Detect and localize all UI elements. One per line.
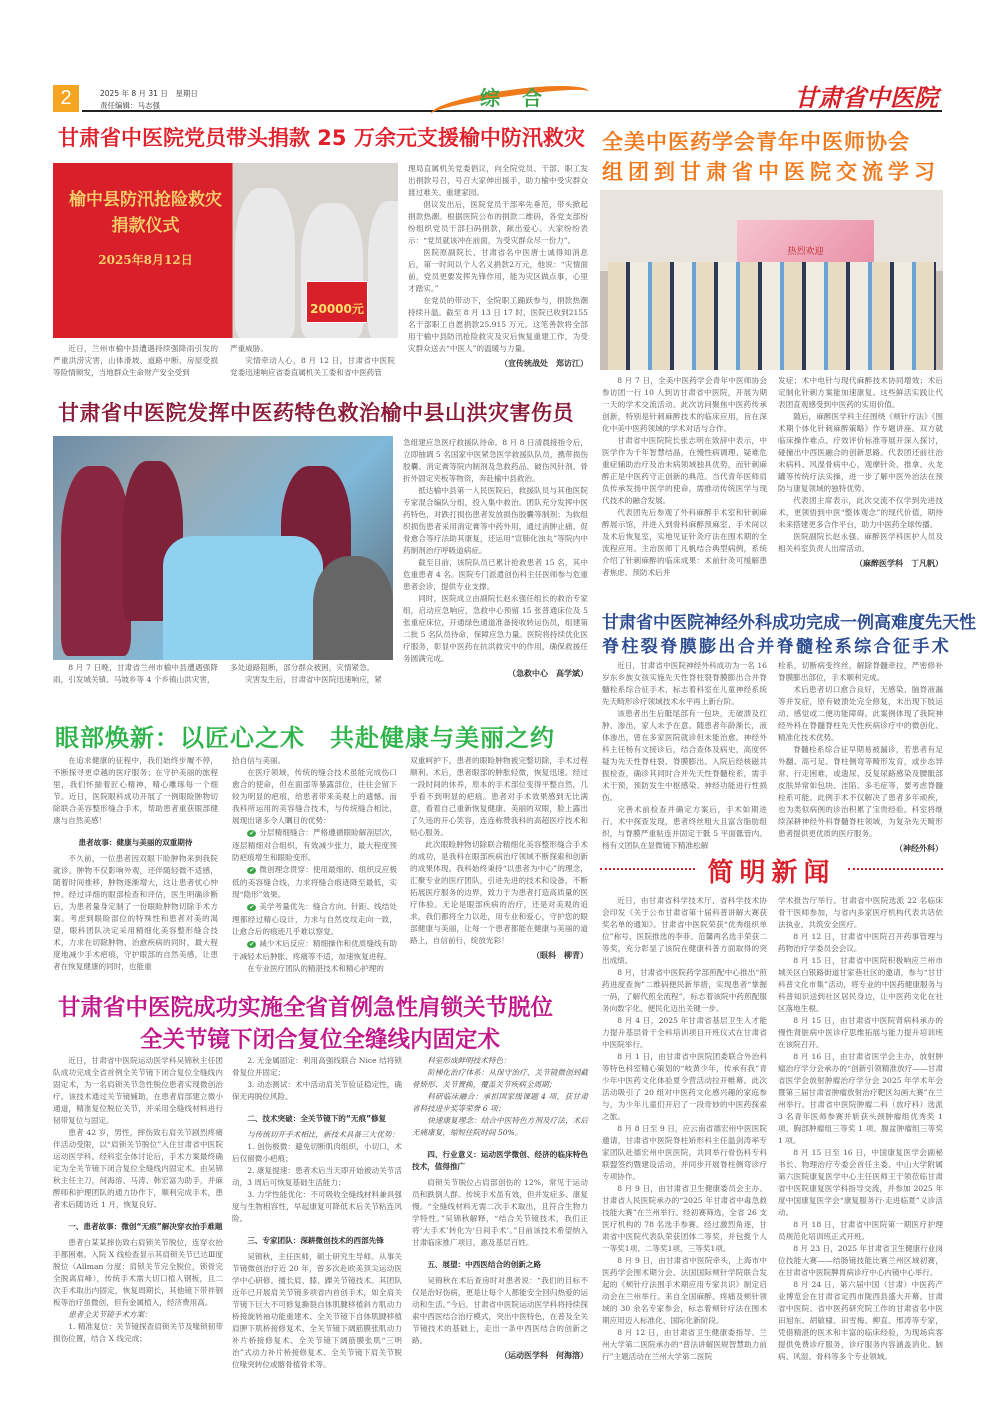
person-figure <box>368 201 398 338</box>
shoulder-headline-line2: 全关节镜下闭合复位全缝线内固定术 <box>140 1027 501 1053</box>
paragraph: 脊髓栓系综合征早期易被漏诊，若患者有足外翻、高弓足、脊柱侧弯等畸形发育，或步态异常、行走困难，或遗尿、反复尿路感染及腰骶部皮肤异常如包块、洼陷、多毛症等，要考虑脊髓栓系可能。此例手术不仅解决了患者多年顽疾，也为类似病例的诊治积累了宝贵经验。科室将继续深耕神经外科脊髓脊柱领域，为复杂先天畸形患者提供更优质的医疗服务。 <box>778 745 943 838</box>
paragraph: 科室形成鲜明技术特色： <box>427 1056 511 1065</box>
byline: （眼科 柳青） <box>532 951 588 960</box>
paragraph: 甘肃省中医院院长张志明在致辞中表示，中医学作为千年智慧结晶，在慢性病调理、疑难危重症辅助治疗及治未病领域独具优势，而针刺麻醉正是中医药守正创新的典范。当代青年医师肩负传承发扬中医学的使命，需推动传统医学与现代技术的融合发展。 <box>602 436 767 505</box>
paragraph: 在追求健康的征程中，我们始终步履不停，不断探寻更卓越的医疗服务；在守护美丽的旅程里，我们怀揣着匠心精神，精心雕琢每一个细节。近日，医院眼科成功开展了一例眼睑肿物切除联合美容整形缝合手术，帮助患者重获眼部健康与自然美感！ <box>53 756 218 825</box>
rescue-caption-2 <box>230 662 395 686</box>
paragraph: 8 月 7 日晚，甘肃省兰州市榆中县遭遇强降雨，引发城关镇、马坡乡等 4 个乡镇山洪灾害， <box>53 663 218 684</box>
brief-item: 8 月 24 日，第六届中国（甘肃）中医药产业博览会在甘肃省定西市陇西县盛大开幕。甘肃省中医院、省中医药研究院工作的甘肃省名中医田旭东、胡敏棣、田雪梅、柳直、邢涛等专家，凭借精湛的医术和丰富的临床经验，为现场宾客提供免费诊疗服务，诊疗服务内容涵盖消化、脑病、风湿、骨科等多个专业领域。 <box>778 1280 943 1361</box>
feature-item: 快速康复理念：结合中医特色方剂及疗法，术后无痛康复，缩短住院时间 50%。 <box>412 1116 588 1137</box>
check-item: ✔ 减少术后反应：精细操作和优质缝线有助于减轻术后肿胀、疼痛等不适，加速恢复进程。 <box>232 938 397 963</box>
exchange-group-photo <box>600 190 943 370</box>
section-heading: 五、展望：中西医结合的创新之路 <box>427 1260 542 1269</box>
check-item: ✔ 微创理念贯穿：使用最细的、组织反应极低的美容缝合线，力求将缝合痕迹降至最低，实现“隐形”效果。 <box>232 864 397 901</box>
shoulder-headline-line1: 甘肃省中医院成功实施全省首例急性肩锁关节脱位 <box>58 995 554 1021</box>
section-heading: 四、行业意义：运动医学微创、经济的临床特色技术，值得推广 <box>412 1150 588 1171</box>
donation-board: 20000元 <box>306 281 368 323</box>
exchange-col-1 <box>602 375 767 579</box>
wave-ornament-right <box>848 868 943 874</box>
donation-photo <box>53 163 398 338</box>
exchange-headline-line1: 全美中医药学会青年中医师协会 <box>602 130 910 154</box>
eye-headline: 眼部焕新：以匠心之术 共赴健康与美丽之约 <box>55 724 555 752</box>
paragraph: 灾害发生后，甘肃省中医院迅速响应，紧 <box>245 675 382 684</box>
rescue-caption-1 <box>53 662 218 686</box>
plan-label: 患者全关节镜手术方案： <box>68 1310 152 1319</box>
neuro-col-1 <box>602 660 767 852</box>
section-heading: 三、专家团队：深耕微创技术的西部先锋 <box>247 1236 384 1245</box>
eye-col-3 <box>410 755 588 961</box>
welcome-screen-text: 热烈欢迎 <box>787 247 824 257</box>
brief-item: 8 月 15 日，甘肃省中医院积极响应兰州市城关区白银路街道甘家巷社区的邀请，参与“甘甘科普文化市集”活动，将专业的中医药健康服务与科普知识送到社区居民身边，让中医药文化在社区落地生根。 <box>778 956 943 1013</box>
advantage-item: 2. 康复提速：患者术后当天即开始被动关节活动，3 周后可恢复基础生活能力； <box>232 1166 402 1187</box>
paragraph: 术后患者切口愈合良好，无感染、脑脊液漏等并发症，原有破溃处完全修复，未出现下肢运动、感觉或二便功能障碍。此案例体现了我院神经外科在脊髓脊柱先天性疾病诊疗中的微创化、精准化技术优势。 <box>778 685 943 742</box>
donation-col-3 <box>408 163 588 369</box>
feature-item: 阶梯化治疗体系：从保守治疗、关节镜微创到截骨矫形、关节置换，覆盖关节疾病全周期； <box>412 1068 588 1089</box>
observer-head <box>313 556 393 660</box>
rescue-photo <box>53 436 393 660</box>
paragraph: 在党员的带动下，全院职工踊跃参与，捐款热潮持续升温。截至 8 月 13 日 17 时，医院已收到2155 名干部职工自愿捐款25.915 万元。这笔善款将全部用于榆中县防汛抢险救灾及灾后恢复重建工作，为受灾群众送去“中医人”的温暖与力量。 <box>408 296 588 353</box>
paragraph: 理局直属机关党委倡议，向全院党员、干部、职工发出捐款号召，号召大家伸出援手，助力榆中受灾群众渡过难关、重建家园。 <box>408 164 588 197</box>
plan-item: 3. 动态测试：术中活动肩关节验证稳定性，确保无再脱位风险。 <box>232 1080 402 1101</box>
donation-col-2 <box>230 343 395 379</box>
paragraph: 8 月 7 日，全美中医药学会青年中医师协会参访团一行 10 人到访甘肃省中医院，开展为期一天的学术交流活动。此次访问聚焦中医药传承创新，特别是针刺麻醉技术的临床应用，旨在深化中美中医药领域的学术对话与合作。 <box>602 376 767 433</box>
paragraph: 灾情牵动人心，8 月 12 日，甘肃省中医院党委迅速响应省委直属机关工委和省中医药管 <box>230 356 395 377</box>
person-figure <box>235 188 295 338</box>
brief-item: 8 月 8 日至 9 日，应云南省德宏州中医医院邀请，甘肃省中医院脊柱矫形科主任温剑涛率专家团队赴德宏州中医医院，共同举行骨伤科专科联盟签约暨建设活动，并同步开展脊柱侧弯诊疗专项协作。 <box>602 1124 767 1181</box>
brief-item: 8 月，甘肃省中医院药学部煎配中心推出“煎药进度查询”二维码便民新举措，实现患者“掌握一码，了解代煎全流程”，标志着该院中药煎配服务向数字化、便民化迈出关键一步。 <box>602 968 767 1013</box>
byline: （神经外科） <box>895 844 943 853</box>
rescuer-figure <box>61 466 131 656</box>
brief-item: 8 月 12 日，由甘肃省卫生健康委指导、兰州大学第二医院承办的“普法讲解医规智慧助力前行”主题活动在兰州大学第二医院 <box>602 1328 767 1361</box>
paragraph: 急组建应急医疗救援队待命。8 月 8 日清晨接指令后，立即抽调 5 名国家中医紧急医学救援队队员，携带损伤胶囊、消定膏等院内制剂及急救药品、破伤风针剂、骨折外固定夹板等物资，奔赴榆中县救治。 <box>403 438 588 483</box>
rescue-headline: 甘肃省中医院发挥中医药特色救治榆中县山洪灾害伤员 <box>58 401 574 425</box>
group-of-people <box>608 262 936 370</box>
paragraph: 完善术前检查并确定方案后，手术如期进行。术中探查发现，患者终丝粗大且富含脂肪组织，与脊膜严重粘连并固定于骶 5 平面骶管内。杨有文团队在显微镜下精准松解 <box>602 805 767 850</box>
briefs-col-2 <box>778 895 943 1363</box>
check-item: ✔ 美学考量优先：缝合方向、针距、线结处理都经过精心设计，力求与自然皮纹走向一致，让愈合后的痕迹几乎难以察觉。 <box>232 901 397 938</box>
brief-item: 学术报告厅举行。甘肃省中医院选派 22 名临床骨干医师参加，与省内多家医疗机构代表共话依法执业、共筑安全医疗。 <box>778 896 943 929</box>
shoulder-col-3 <box>412 1055 588 1361</box>
paragraph: 患者 42 岁，男性，摔伤致右肩关节剧烈疼痛伴活动受限，以“肩锁关节脱位”入住甘肃省中医院运动医学科。经科室全体讨论后，手术方案最终确定为全关节镜下闭合复位全缝线内固定术。由吴锦秋主任主刀，何海溶、马涛、韩宏富为助手，并麻醉师和护理团队的通力协作下，顺利完成手术，患者术后随访近 1 月，恢复良好。 <box>53 1128 223 1209</box>
exchange-col-2 <box>778 375 943 569</box>
paragraph: 在专业医疗团队的精湛技术和精心护理的 <box>247 964 384 973</box>
section-heading: 一、患者故事：微创“无痕”解决穿衣抬手难题 <box>68 1222 223 1231</box>
paragraph: 不久前，一位患者因双眼下睑肿物来到我院就诊。肿物不仅影响外观，还伴随轻微不适感，随着时间推移，肿物逐渐增大，这让患者忧心忡忡。经过详细的眼部检查和评估，医生明确诊断后，为患者量身定制了一份眼睑肿物切除手术方案。考虑到眼睑部位的特殊性和患者对美的渴望，眼科团队决定采用精细化美容整形缝合技术，力求在切除肿物、治愈疾病的同时，最大程度地减少手术疤痕，守护眼部的自然美感，让患者在恢复健康的同时，也能重 <box>53 854 218 971</box>
neuro-headline-line1: 甘肃省中医院神经外科成功完成一例高难度先天性 <box>602 613 976 633</box>
patient-bed <box>163 536 323 660</box>
brief-item: 近日，由甘肃省科学技术厅、省科学技术协会印发《关于公布甘肃省第十届科普讲解大赛获奖名单的通知》。甘肃省中医院荣获“优秀组织单位”称号，医院推选的李菲、范馨两名选手荣获二等奖，充分彰显了该院在健康科普方面取得的突出成绩。 <box>602 896 767 965</box>
paragraph: 双重呵护下，患者的眼睑肿物被完整切除，手术过程顺利。术后，患者眼部的肿胀轻微，恢复迅速。经过一段时间的休养，原本的手术部位变得平整自然，几乎看不到明显的疤痕。患者对手术效果感到无比满意，看着自己重新恢复健康、美丽的双眼，脸上露出了久违的开心笑容，连连称赞我科的高超医疗技术和贴心服务。 <box>410 756 588 837</box>
section-heading: 二、技术突破：全关节镜下的“无痕”修复 <box>247 1114 387 1123</box>
advantage-item: 1. 创伤极微：避免切断肌肉组织，小切口，术后仅留微小疤痕； <box>232 1142 402 1163</box>
paragraph: 该患者出生后骶尾部有一包块，无破溃及红肿、渗出，家人未予在意。随患者年龄渐长，液体渗出，曾在多家医院就诊但未能治愈。神经外科主任杨有文接诊后，结合查体及病史，高度怀疑为先天性脊柱裂、脊膜膨出。入院后经核磁共振检查，确诊其同时合并先天性脊髓栓系，需手术干预，预防发生中枢感染、神经功能进行性损伤。 <box>602 709 767 802</box>
brief-item: 8 月 1 日，由甘肃省中医院团委联合外治科等特色科室精心策划的“岐黄少年，传承有我”青少年中医药文化体验夏令营活动拉开帷幕。此次活动吸引了 20 组对中医药文化感兴趣的家庭参与，为少年儿童们开启了一段奇妙的中医药探索之旅。 <box>602 1052 767 1121</box>
section-logo <box>425 80 595 116</box>
paragraph: 发症；术中电针与现代麻醉技术协同增效；术后定制化针刺方案能加速康复。这些鲜活实践让代表团直观感受到中医药的实用价值。 <box>778 376 943 409</box>
paragraph: 代表团主席表示，此次交流不仅学到先进技术，更领悟到中医“整体观念”的现代价值，期待未来搭建更多合作平台，助力中医药全球传播。 <box>778 496 943 529</box>
brief-item: 8 月 15 日，由甘肃省中医院肾病科承办的慢性肾脏病中医诊疗思维拓展与能力提升培训班在该院召开。 <box>778 1016 943 1049</box>
brief-item: 8 月 15 日至 16 日，中国康复医学会副秘书长、物理治疗专委会首任主委、中山大学附属第六医院康复医学中心主任医师王于领莅临甘肃省中医院康复医学科指导交流，并参加 2025 年度中国康复医学会“康复服务行·走进临夏”义诊活动。 <box>778 1148 943 1217</box>
photo-banner-line1: 榆中县防汛抢险救灾 <box>69 190 222 210</box>
paragraph: 吴锦秋在术后查房时对患者说：“我们的目标不仅是治好伤病，更是让每个人都能安全回归热爱的运动和生活。”今后，甘肃省中医院运动医学科将持续探索中西医结合治疗模式，突出中医特色，在普及全关节镜技术的基础上，走出一条中西医结合的创新之路。 <box>412 1276 588 1345</box>
photo-banner-date: 2025年8月12日 <box>98 253 193 267</box>
paragraph: 截至目前，该院队员已累计抢救患者 15 名，其中危重患者 4 名。医院专门派遣创伤科主任医师参与危重患者会诊，提供专业支撑。 <box>403 558 588 591</box>
eye-col-1 <box>53 755 218 973</box>
paragraph: 与传统切开手术相比，新技术具备三大优势： <box>247 1130 400 1139</box>
paragraph: 近日，兰州市榆中县遭遇持续强降雨引发的严重洪涝灾害，山体滑坡、道路中断、房屋受损等险情频发，当地群众生命财产安全受到 <box>53 344 218 377</box>
paragraph: 抵达榆中县第一人民医院后，救援队员与其他医院专家混合编队分组，投入集中救治。团队充分发挥中医药特色，对跌打损伤患者发放损伤胶囊等制剂；为软组织损伤患者采用消定膏等中药外用，通过消肿止痛、促骨愈合等疗法助其康复，还运用“宣肺化浊丸”等院内中药制剂治疗呼吸道病症。 <box>403 486 588 555</box>
newspaper-brand: 甘肃省中医院 <box>794 83 938 112</box>
paragraph: 随后，麻醉医学科主任围绕《颊针疗法》《围术期个体化针刺麻醉策略》作专题讲座。双方就临床操作难点、疗效评价标准等展开深入探讨，碰撞出中西医融合的创新思路。代表团还前往治未病科、风湿骨病中心，观摩针灸、推拿、火龙罐等传统疗法实操，进一步了解中医外治法在预防与康复领域的独特优势。 <box>778 412 943 493</box>
feature-item: 科研临床融合：承担国家级课题 4 项，获甘肃省科技进步奖等荣誉 6 项； <box>412 1092 588 1113</box>
section-name: 综合 <box>480 86 564 110</box>
brief-item: 8 月 12 日，甘肃省中医院召开药事管理与药物治疗学委员会会议。 <box>778 932 943 953</box>
issue-date: 2025 年 8 月 31 日 星期日 <box>100 89 198 98</box>
byline: （宣传统战处 郑访江） <box>500 359 588 368</box>
byline: （运动医学科 何海溶） <box>500 1351 588 1360</box>
brief-item: 8 月 16 日，由甘肃省医学会主办，放射肿瘤治疗学分会承办的“创新引领精准放疗——甘肃省医学会放射肿瘤治疗学分会 2025 年学术年会暨第三届甘肃省肿瘤放射治疗靶区勾画大赛”在兰州举行。甘肃省中医院肿瘤二科（放疗科）选派 3 名青年医师参赛并斩获头颈肿瘤组优秀奖 1 项、胸部肿瘤组三等奖 1 项、腹盆肿瘤组三等奖 1 项。 <box>778 1052 943 1145</box>
paragraph: 此次眼睑肿物切除联合精细化美容整形缝合手术的成功，是我科在眼部疾病治疗领域不断探索和创新的成果体现。我科始终秉持“以患者为中心”的理念，汇聚专业的医疗团队，引进先进的技术和设备，不断拓展医疗服务的边界，致力于为患者打造高质量的医疗体验。无论是眼部疾病的治疗，还是对美观的追求，我们都将全力以赴，用专业和爱心，守护您的眼部健康与美丽，让每一个患者都能在健康与美丽的道路上，自信前行，绽放光彩！ <box>410 840 588 945</box>
neuro-headline-line2: 脊柱裂脊膜膨出合并脊髓栓系综合征手术 <box>602 637 952 657</box>
paragraph: 多处道路阻断，部分群众被困，灾情紧急。 <box>230 663 375 672</box>
paragraph: 严重威胁。 <box>230 344 268 353</box>
eye-subheading: 患者故事：健康与美丽的双重期待 <box>78 838 193 847</box>
paragraph: 在医疗领域，传统的缝合技术虽能完成伤口愈合的使命，但在面部等暴露部位，往往会留下较为明显的疤痕，给患者带来美观上的遗憾。而我科所运用的美容缝合技术，与传统缝合相比，展现出诸多令人瞩目的优势： <box>232 768 397 825</box>
rescue-col-3 <box>403 437 588 679</box>
paragraph: 医院原副院长、甘肃省名中医唐士诚得知消息后，第一时间以个人名义捐款2万元，他说：“灾情面前，党员更要发挥先锋作用，能为灾区做点事，心里才踏实。” <box>408 248 588 293</box>
briefs-col-1 <box>602 895 767 1363</box>
byline: （急救中心 高学斌） <box>508 669 588 678</box>
donation-headline: 甘肃省中医院党员带头捐款 25 万余元支援榆中防汛救灾 <box>58 126 585 150</box>
exchange-headline-line2: 组团到甘肃省中医院交流学习 <box>602 160 940 184</box>
brief-item: 8 月 9 日，由甘肃省中医院牵头，上海市中医药学会围术期分会、法国国际颊针学院联合发起的《颊针疗法围手术期应用专家共识》制定启动会在兰州举行。来自全国麻醉、疼痛及颊针领域的 30 余名专家参会，标志着颊针疗法在围术期应用迈入标准化、国际化新阶段。 <box>602 1256 767 1325</box>
paragraph: 倡议发出后，医院党员干部率先垂范，带头掀起捐款热潮。根据医院公布的捐款二维码，各党支部纷纷组织党员干部扫码捐款，献出爱心。大家纷纷表示：“党员就该冲在前面，为受灾群众尽一份力”。 <box>408 200 588 245</box>
brief-item: 8 月 4 日，2025 年甘肃省基层卫生人才能力提升基层骨干全科培训项目开班仪式在甘肃省中医院举行。 <box>602 1016 767 1049</box>
shoulder-col-2 <box>232 1055 402 1371</box>
paragraph: 同时，医院成立由副院长赵永强任组长的救治专家组，启动应急响应，急救中心预留 15 张普通床位及 5 张重症床位，开通绿色通道准备接收转运伤员，组建第二批 5 名队员待命，保障应急力量。医院将持续优化医疗服务，彰显中医药在抗洪救灾中的作用，确保救援任务圆满完成。 <box>403 594 588 663</box>
donation-col-1 <box>53 343 218 379</box>
brief-item: 8 月 9 日，由甘肃省卫生健康委员会主办、甘肃省人民医院承办的“2025 年甘肃省中毒急救技能大赛”在兰州举行。经初赛筛选，全省 26 支医疗机构的 78 名选手参赛。经过激烈角逐，甘肃省中医院代表队荣获团体二等奖，并包揽个人一等奖1项、二等奖1项、三等奖1项。 <box>602 1184 767 1253</box>
eye-col-2 <box>232 755 397 975</box>
shoulder-col-1 <box>53 1055 223 1345</box>
briefs-title: 简明新闻 <box>707 858 836 888</box>
briefs-section-header <box>600 852 943 888</box>
page-number-badge: 2 <box>53 85 79 112</box>
paragraph: 代表团先后参观了外科麻醉手术室和针刺麻醉展示馆，并进入到骨科麻醉预麻室、手术间以及术后恢复室，实地见证针灸疗法在围术期的全流程应用。主治医师丁凡帆结合典型病例，系统介绍了针刺麻醉的临床成果：术前针灸可缓解患者焦虑、预防术后并 <box>602 508 767 577</box>
paragraph: 近日，甘肃省中医院神经外科成功为一名 16 岁东乡族女孩实施先天性脊柱裂脊膜膨出合并脊髓栓系综合征手术，标志着科室在儿童神经系统先天畸形诊疗领域技术水平再上新台阶。 <box>602 661 767 706</box>
plan-item: 1. 精准复位：关节镜探查肩锁关节及喙锁韧带损伤位置，结合 X 线完成； <box>53 1322 223 1343</box>
paragraph: 患者白某某摔伤致右肩锁关节脱位，连穿衣抬手都困难。入院 X 线检查显示其肩锁关节已达Ⅲ度脱位（Allman 分度：肩锁关节完全脱位，锁骨完全脱离肩峰），传统手术需大切口植入钢板，且二次手术取出内固定，恢复周期长，其他镜下带袢钢板等治疗虽微创，但有金属植入，经济费用高。 <box>53 1238 223 1307</box>
check-item: ✔ 分层精细缝合：严格遵循眼睑解剖层次，逐层精细对合组织，有效减少张力，最大程度预防疤痕增生和眼睑变形。 <box>232 827 397 864</box>
paragraph: 肩锁关节脱位占肩部创伤的 12%，常见于运动员和跌倒人群。传统手术虽有效，但并发症多、康复慢。“全缝线材料无需二次手术取出，且符合生物力学特性。”吴锦秋解释，“结合关节镜技术，我们正将‘大手术’转化为‘日间手术’。”目前该技术希望纳入甘肃临床推广项目，惠及基层百姓。 <box>412 1178 588 1247</box>
paragraph: 栓系，切断病变终丝，解除脊髓牵拉，严密修补脊膜膨出部位，手术顺利完成。 <box>778 661 943 682</box>
responsible-editor: 责任编辑：马志强 <box>100 101 160 110</box>
paragraph: 医院副院长赵永强、麻醉医学科医护人员及相关科室负责人出席活动。 <box>778 532 943 553</box>
photo-banner-line2: 捐款仪式 <box>111 216 180 236</box>
paragraph: 拾自信与美丽。 <box>232 756 286 765</box>
paragraph: 吴锦秋，主任医师，硕士研究生导师。从事关节镜微创治疗近 20 年，曾多次赴欧美顶尖运动医学中心研修。擅长肩、膝、踝关节镜技术。其团队近年已开展肩关节镜多项省内首创手术，如全肩关节镜下巨大不可修复撕裂自体肌腱移植斜方肌动力桥接旋转袖功能重建术、全关节镜下自体肌腱移植肩胛下肌桥接修复术、全关节镜下阔筋膜张肌动力补片桥接修复术、全关节镜下阔筋膜张肌“三明治”式动力补片桥接修复术、全关节镜下肩关节脱位喙突转位或髂骨植骨术等。 <box>232 1252 402 1369</box>
brief-item: 8 月 23 日，2025 年甘肃省卫生健康行业岗位技能大赛——结肠镜技能比赛兰州区域初赛，在甘肃省中医院脾胃病诊疗中心内镜中心举行。 <box>778 1244 943 1277</box>
byline: （麻醉医学科 丁凡帆） <box>855 559 943 568</box>
advantage-item: 3. 力学性能优化：不可吸收全缝线材料兼具强度与生物相容性，早起康复可降低术后关节粘连风险。 <box>232 1190 402 1223</box>
paragraph: 近日，甘肃省中医院运动医学科吴锦秋主任团队成功完成全省首例全关节镜下闭合复位全缝线内固定术，为一名肩锁关节急性脱位患者实现微创治疗。该技术通过关节镜辅助，在患者肩部建立微小通道，精准复位脱位关节，并采用全缝线材料进行韧带复位与固定。 <box>53 1056 223 1125</box>
plan-item: 2. 无金属固定：利用高强线联合 Nice 结将锁骨复位并固定； <box>232 1056 402 1077</box>
brief-item: 8 月 18 日，甘肃省中医院第一期医疗护理员规范化培训班正式开班。 <box>778 1220 943 1241</box>
wave-ornament-left <box>600 868 695 874</box>
neuro-col-2 <box>778 660 943 854</box>
